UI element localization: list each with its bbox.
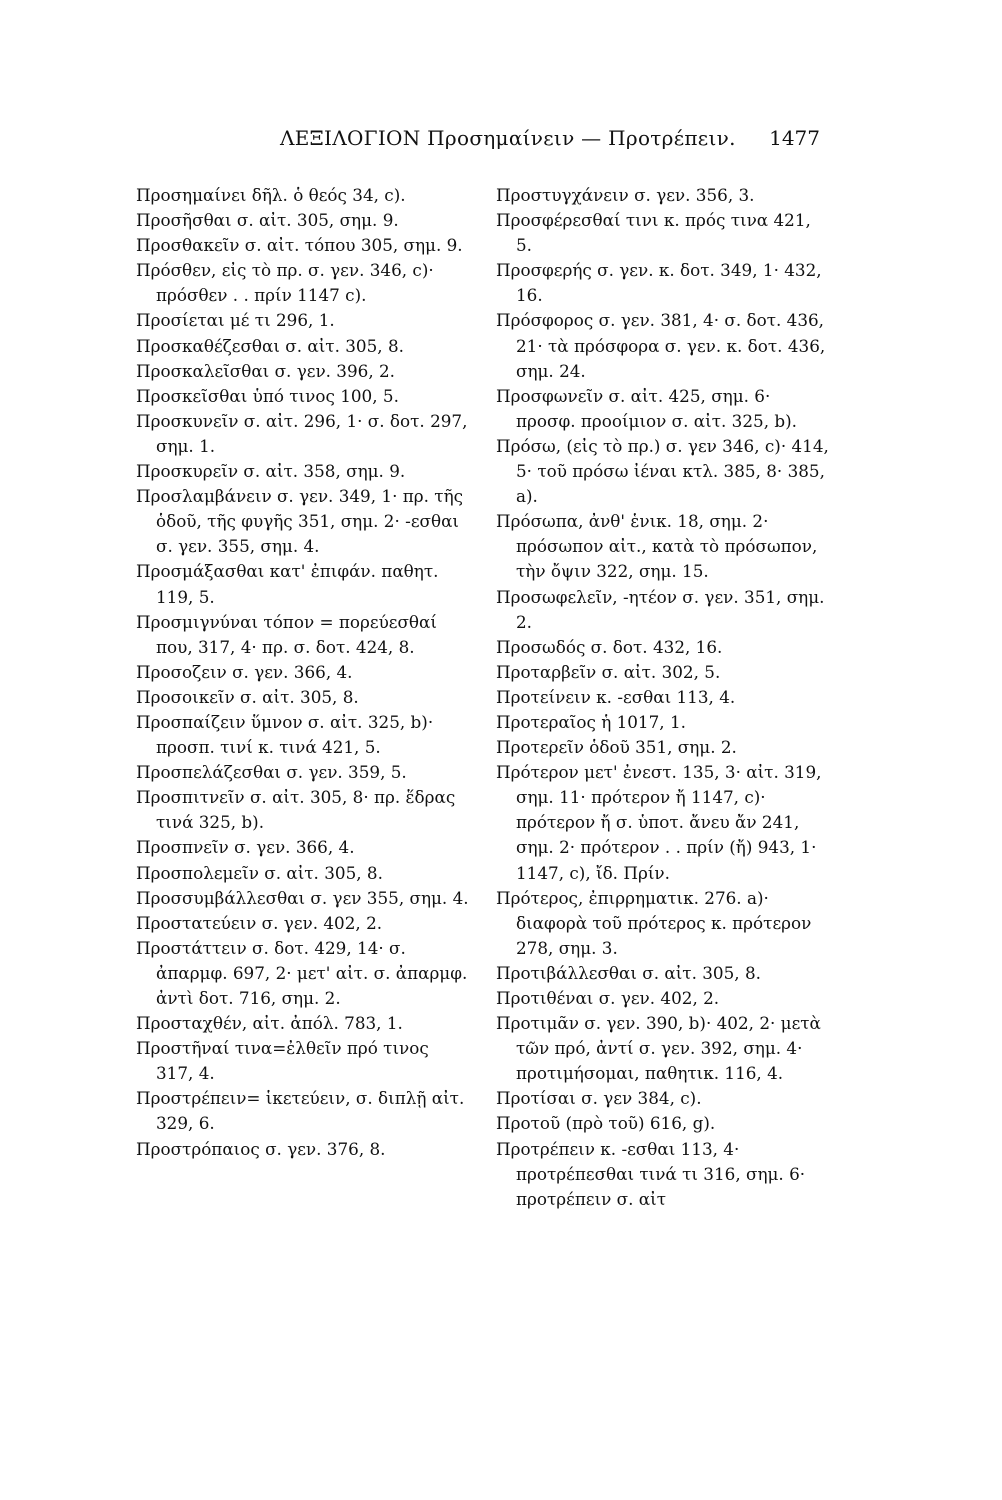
dictionary-entry: Προσφωνεῖν σ. αἰτ. 425, σημ. 6· προσφ. προοίμιον σ. αἰτ. 325, b). (496, 385, 797, 431)
dictionary-entry: Προσπνεῖν σ. γεν. 366, 4. (136, 837, 355, 858)
dictionary-entry: Προσλαμβάνειν σ. γεν. 349, 1· πρ. τῆς ὁδοῦ, τῆς φυγῆς 351, σημ. 2· -εσθαι σ. γεν. 355, σημ. 4. (136, 486, 464, 557)
dictionary-entry: Προσμιγνύναι τόπον = πορεύεσθαί που, 317, 4· πρ. σ. δοτ. 424, 8. (136, 611, 437, 657)
dictionary-entry: Προστυγχάνειν σ. γεν. 356, 3. (496, 185, 755, 205)
dictionary-entry: Προτερεῖν ὁδοῦ 351, σημ. 2. (496, 737, 737, 758)
dictionary-entry: Προσκαλεῖσθαι σ. γεν. 396, 2. (136, 360, 396, 381)
dictionary-entry: Προστάττειν σ. δοτ. 429, 14· σ. ἀπαρμφ. 697, 2· μετ' αἰτ. σ. ἀπαρμφ. ἀντὶ δοτ. 716, σημ. 2. (136, 937, 468, 1008)
dictionary-entry: Προτείνειν κ. -εσθαι 113, 4. (496, 686, 736, 707)
dictionary-entry: Προσμάξασθαι κατ' ἐπιφάν. παθητ. 119, 5. (136, 561, 439, 607)
dictionary-entry: Προστατεύειν σ. γεν. 402, 2. (136, 912, 383, 933)
dictionary-entry: Πρότερος, ἐπιρρηματικ. 276. a)· διαφορὰ τοῦ πρότερος κ. πρότερον 278, σημ. 3. (496, 887, 812, 958)
dictionary-entry: Πρόσφορος σ. γεν. 381, 4· σ. δοτ. 436, 21· τὰ πρόσφορα σ. γεν. κ. δοτ. 436, σημ. 24. (496, 310, 826, 381)
dictionary-entry: Προσπιτνεῖν σ. αἰτ. 305, 8· πρ. ἕδρας τινά 325, b). (136, 787, 456, 833)
dictionary-entry: Προσκαθέζεσθαι σ. αἰτ. 305, 8. (136, 335, 404, 356)
dictionary-entry: Προσκεῖσθαι ὑπό τινος 100, 5. (136, 385, 399, 406)
dictionary-entry: Προστρέπειν= ἱκετεύειν, σ. διπλῇ αἰτ. 329, 6. (136, 1088, 465, 1134)
dictionary-entry: Προτεραῖος ἡ 1017, 1. (496, 711, 686, 732)
right-column (496, 183, 831, 1212)
dictionary-entry: Προσημαίνει δῆλ. ὁ θεός 34, c). (136, 185, 406, 205)
page-number: 1477 (769, 126, 820, 150)
dictionary-entry: Προτιθέναι σ. γεν. 402, 2. (496, 988, 720, 1008)
running-title: ΛΕΞΙΛΟΓΙΟΝ Προσημαίνειν — Προτρέπειν. (280, 126, 736, 150)
dictionary-entry: Προσπελάζεσθαι σ. γεν. 359, 5. (136, 762, 407, 783)
dictionary-entry: Προσωφελεῖν, -ητέον σ. γεν. 351, σημ. 2. (496, 586, 825, 632)
dictionary-entry: Προταρβεῖν σ. αἰτ. 302, 5. (496, 661, 721, 682)
dictionary-entry: Προτίσαι σ. γεν 384, c). (496, 1088, 702, 1109)
dictionary-entry: Προσοζειν σ. γεν. 366, 4. (136, 661, 353, 682)
dictionary-entry: Προσκυνεῖν σ. αἰτ. 296, 1· σ. δοτ. 297, σημ. 1. (136, 410, 468, 456)
dictionary-entry: Πρόσω, (εἰς τὸ πρ.) σ. γεν 346, c)· 414, 5· τοῦ πρόσω ἰέναι κτλ. 385, 8· 385, a). (496, 435, 829, 507)
dictionary-entry: Προτοῦ (πρὸ τοῦ) 616, g). (496, 1113, 716, 1134)
dictionary-entry: Προσφερής σ. γεν. κ. δοτ. 349, 1· 432, 16. (496, 260, 822, 306)
dictionary-entry: Προτιμᾶν σ. γεν. 390, b)· 402, 2· μετὰ τῶν πρό, ἀντί σ. γεν. 392, σημ. 4· προτιμήσομαι, παθητικ. 116, 4. (496, 1013, 821, 1084)
dictionary-entry: Προστρόπαιος σ. γεν. 376, 8. (136, 1138, 386, 1159)
dictionary-entry: Προσῆσθαι σ. αἰτ. 305, σημ. 9. (136, 210, 399, 231)
dictionary-entry: Προσωδός σ. δοτ. 432, 16. (496, 636, 723, 657)
dictionary-entry: Προσταχθέν, αἰτ. ἀπόλ. 783, 1. (136, 1013, 403, 1034)
dictionary-entry: Προσθακεῖν σ. αἰτ. τόπου 305, σημ. 9. (136, 235, 463, 256)
dictionary-entry: Προσφέρεσθαί τινι κ. πρός τινα 421, 5. (496, 210, 811, 256)
dictionary-entry: Προσίεται μέ τι 296, 1. (136, 310, 335, 331)
dictionary-entry: Προστῆναί τινα=ἐλθεῖν πρό τινος 317, 4. (136, 1038, 429, 1084)
dictionary-entry: Προσπαίζειν ὕμνον σ. αἰτ. 325, b)· προσπ. τινί κ. τινά 421, 5. (136, 711, 434, 758)
page-header (280, 126, 820, 160)
dictionary-entry: Πρόσθεν, εἰς τὸ πρ. σ. γεν. 346, c)· πρόσθεν . . πρίν 1147 c). (136, 260, 434, 306)
dictionary-entry: Προτιβάλλεσθαι σ. αἰτ. 305, 8. (496, 962, 761, 983)
dictionary-entry: Προσσυμβάλλεσθαι σ. γεν 355, σημ. 4. (136, 887, 469, 908)
dictionary-entry: Προσπολεμεῖν σ. αἰτ. 305, 8. (136, 862, 383, 883)
dictionary-entry: Πρόσωπα, ἀνθ' ἑνικ. 18, σημ. 2· πρόσωπον αἰτ., κατὰ τὸ πρόσωπον, τὴν ὄψιν 322, σημ. 15. (496, 511, 818, 582)
dictionary-entry: Προσοικεῖν σ. αἰτ. 305, 8. (136, 686, 359, 707)
dictionary-entry: Προσκυρεῖν σ. αἰτ. 358, σημ. 9. (136, 461, 406, 482)
dictionary-entry: Πρότερον μετ' ἐνεστ. 135, 3· αἰτ. 319, σημ. 11· πρότερον ἤ 1147, c)· πρότερον ἤ σ. ὑποτ. ἄνευ ἄν 241, σημ. 2· πρότερον . . πρίν (ἤ) 943, 1· 1147, c), ἴδ. Πρίν. (496, 762, 822, 883)
dictionary-entry: Προτρέπειν κ. -εσθαι 113, 4· προτρέπεσθαι τινά τι 316, σημ. 6· προτρέπειν σ. αἰτ (496, 1138, 806, 1209)
left-column (136, 183, 471, 1162)
